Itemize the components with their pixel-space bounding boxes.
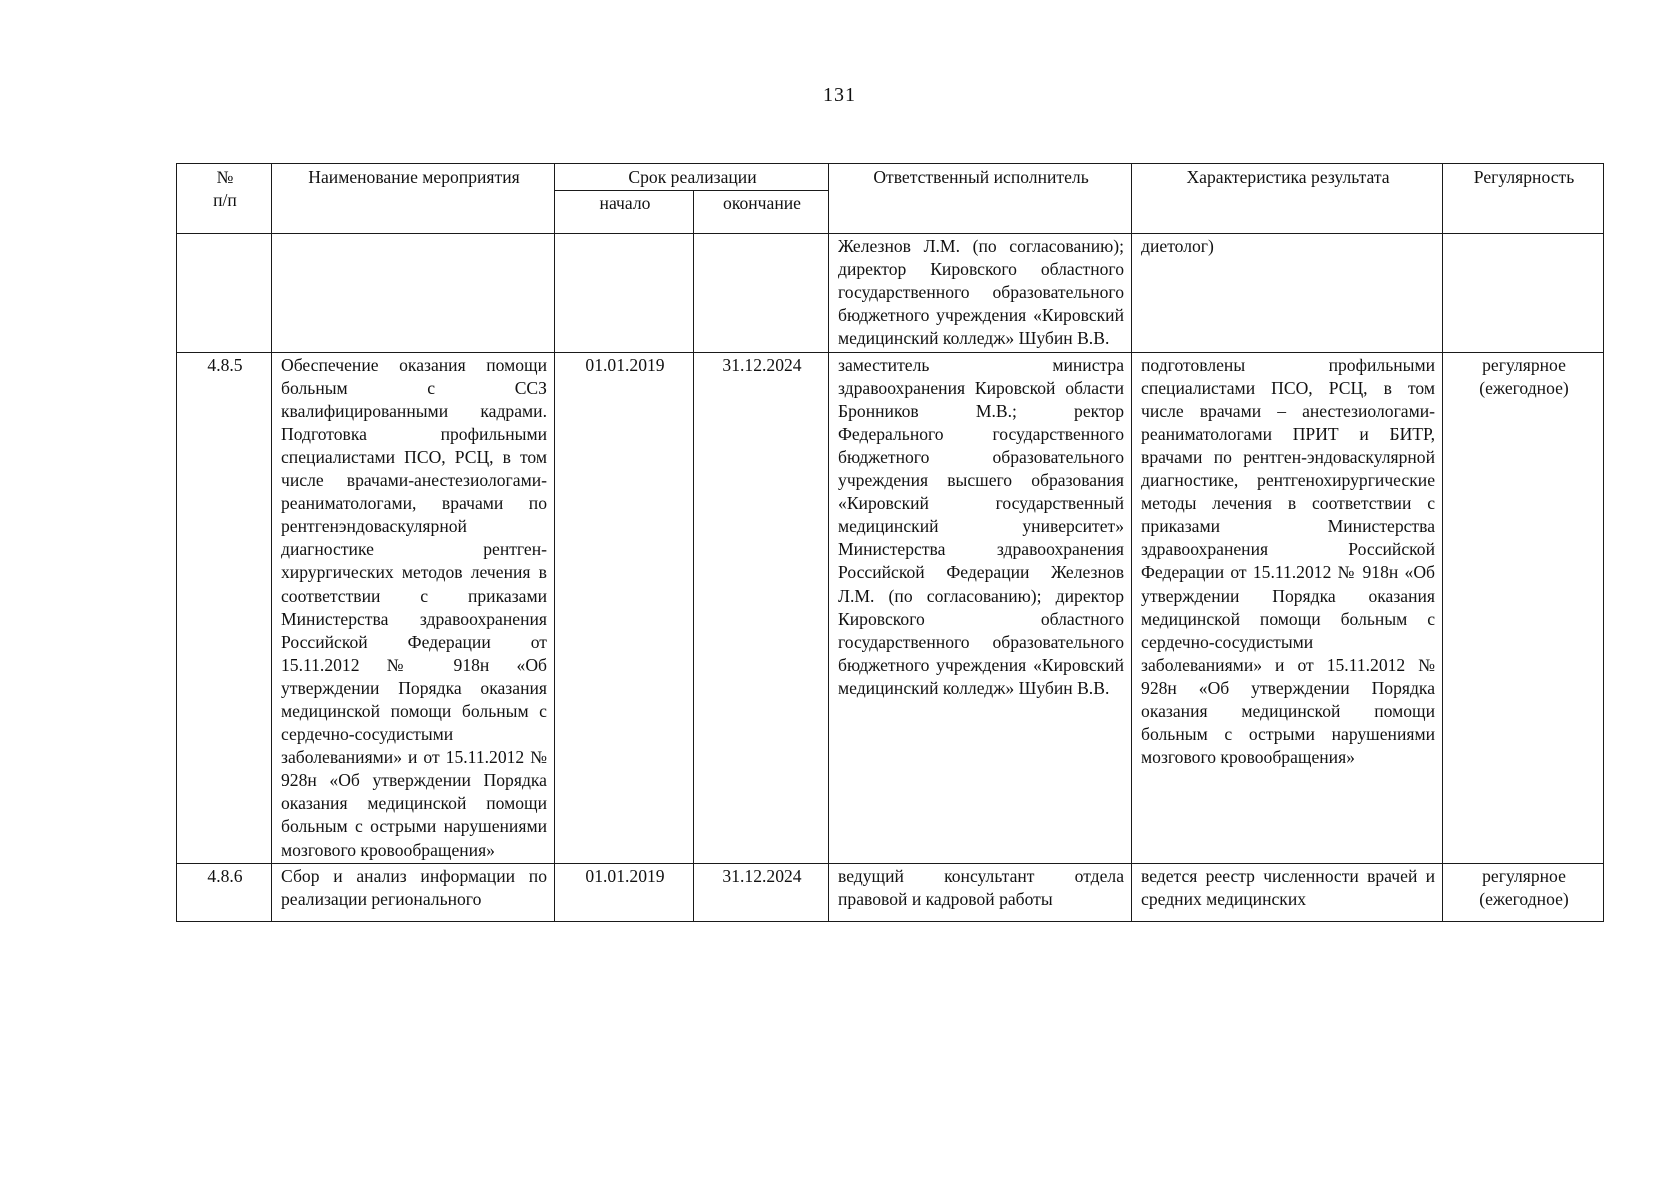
row-num: 4.8.5 bbox=[177, 352, 272, 863]
header-name: Наименование мероприятия bbox=[272, 164, 555, 234]
row-end: 31.12.2024 bbox=[694, 863, 829, 921]
row-responsible: Железнов Л.М. (по согласованию); директор Кировского областного государственного образовательного бюджетного учреждения «Кировский медицинский колледж» Шубин В.В. bbox=[829, 234, 1132, 352]
row-num: 4.8.6 bbox=[177, 863, 272, 921]
header-start: начало bbox=[555, 191, 694, 234]
activities-table bbox=[176, 163, 1604, 922]
header-end: окончание bbox=[694, 191, 829, 234]
row-regularity: регулярное (ежегодное) bbox=[1443, 863, 1604, 921]
header-period: Срок реализации bbox=[555, 164, 829, 191]
row-name: Сбор и анализ информации по реализации регионального bbox=[272, 863, 555, 921]
row-regularity bbox=[1443, 234, 1604, 352]
header-regularity: Регулярность bbox=[1443, 164, 1604, 234]
row-name bbox=[272, 234, 555, 352]
page-number: 131 bbox=[823, 84, 856, 106]
row-start: 01.01.2019 bbox=[555, 352, 694, 863]
row-result: диетолог) bbox=[1132, 234, 1443, 352]
header-responsible: Ответственный исполнитель bbox=[829, 164, 1132, 234]
header-num: № п/п bbox=[177, 164, 272, 234]
row-responsible: ведущий консультант отдела правовой и кадровой работы bbox=[829, 863, 1132, 921]
row-responsible: заместитель министра здравоохранения Кировской области Бронников М.В.; ректор Федерального государственного бюджетного образовательного учреждения высшего образования «Кировский государственный медицинский университет» Министерства здравоохранения Российской Федерации Железнов Л.М. (по согласованию); директор Кировского областного государственного образовательного бюджетного учреждения «Кировский медицинский колледж» Шубин В.В. bbox=[829, 352, 1132, 863]
row-start: 01.01.2019 bbox=[555, 863, 694, 921]
row-end bbox=[694, 234, 829, 352]
header-result: Характеристика результата bbox=[1132, 164, 1443, 234]
row-regularity: регулярное (ежегодное) bbox=[1443, 352, 1604, 863]
table-header-row bbox=[177, 164, 1604, 191]
row-result: подготовлены профильными специалистами ПСО, РСЦ, в том числе врачами – анестезиологами-реаниматологами ПРИТ и БИТР, врачами по рентген-эндоваскулярной диагностике, рентгенохирургические методы лечения в соответствии с приказами Министерства здравоохранения Российской Федерации от 15.11.2012 № 918н «Об утверждении Порядка оказания медицинской помощи больным с сердечно-сосудистыми заболеваниями» и от 15.11.2012 № 928н «Об утверждении Порядка оказания медицинской помощи больным с острыми нарушениями мозгового кровообращения» bbox=[1132, 352, 1443, 863]
row-name: Обеспечение оказания помощи больным с ССЗ квалифицированными кадрами. Подготовка профильными специалистами ПСО, РСЦ, в том числе врачами-анестезиологами-реаниматологами, врачами по рентгенэндоваскулярной диагностике рентген-хирургических методов лечения в соответствии с приказами Министерства здравоохранения Российской Федерации от 15.11.2012 № 918н «Об утверждении Порядка оказания медицинской помощи больным с сердечно-сосудистыми заболеваниями» и от 15.11.2012 № 928н «Об утверждении Порядка оказания медицинской помощи больным с острыми нарушениями мозгового кровообращения» bbox=[272, 352, 555, 863]
row-start bbox=[555, 234, 694, 352]
row-num bbox=[177, 234, 272, 352]
table-row bbox=[177, 352, 1604, 863]
table-row bbox=[177, 234, 1604, 352]
row-result: ведется реестр численности врачей и средних медицинских bbox=[1132, 863, 1443, 921]
row-end: 31.12.2024 bbox=[694, 352, 829, 863]
table-row bbox=[177, 863, 1604, 921]
